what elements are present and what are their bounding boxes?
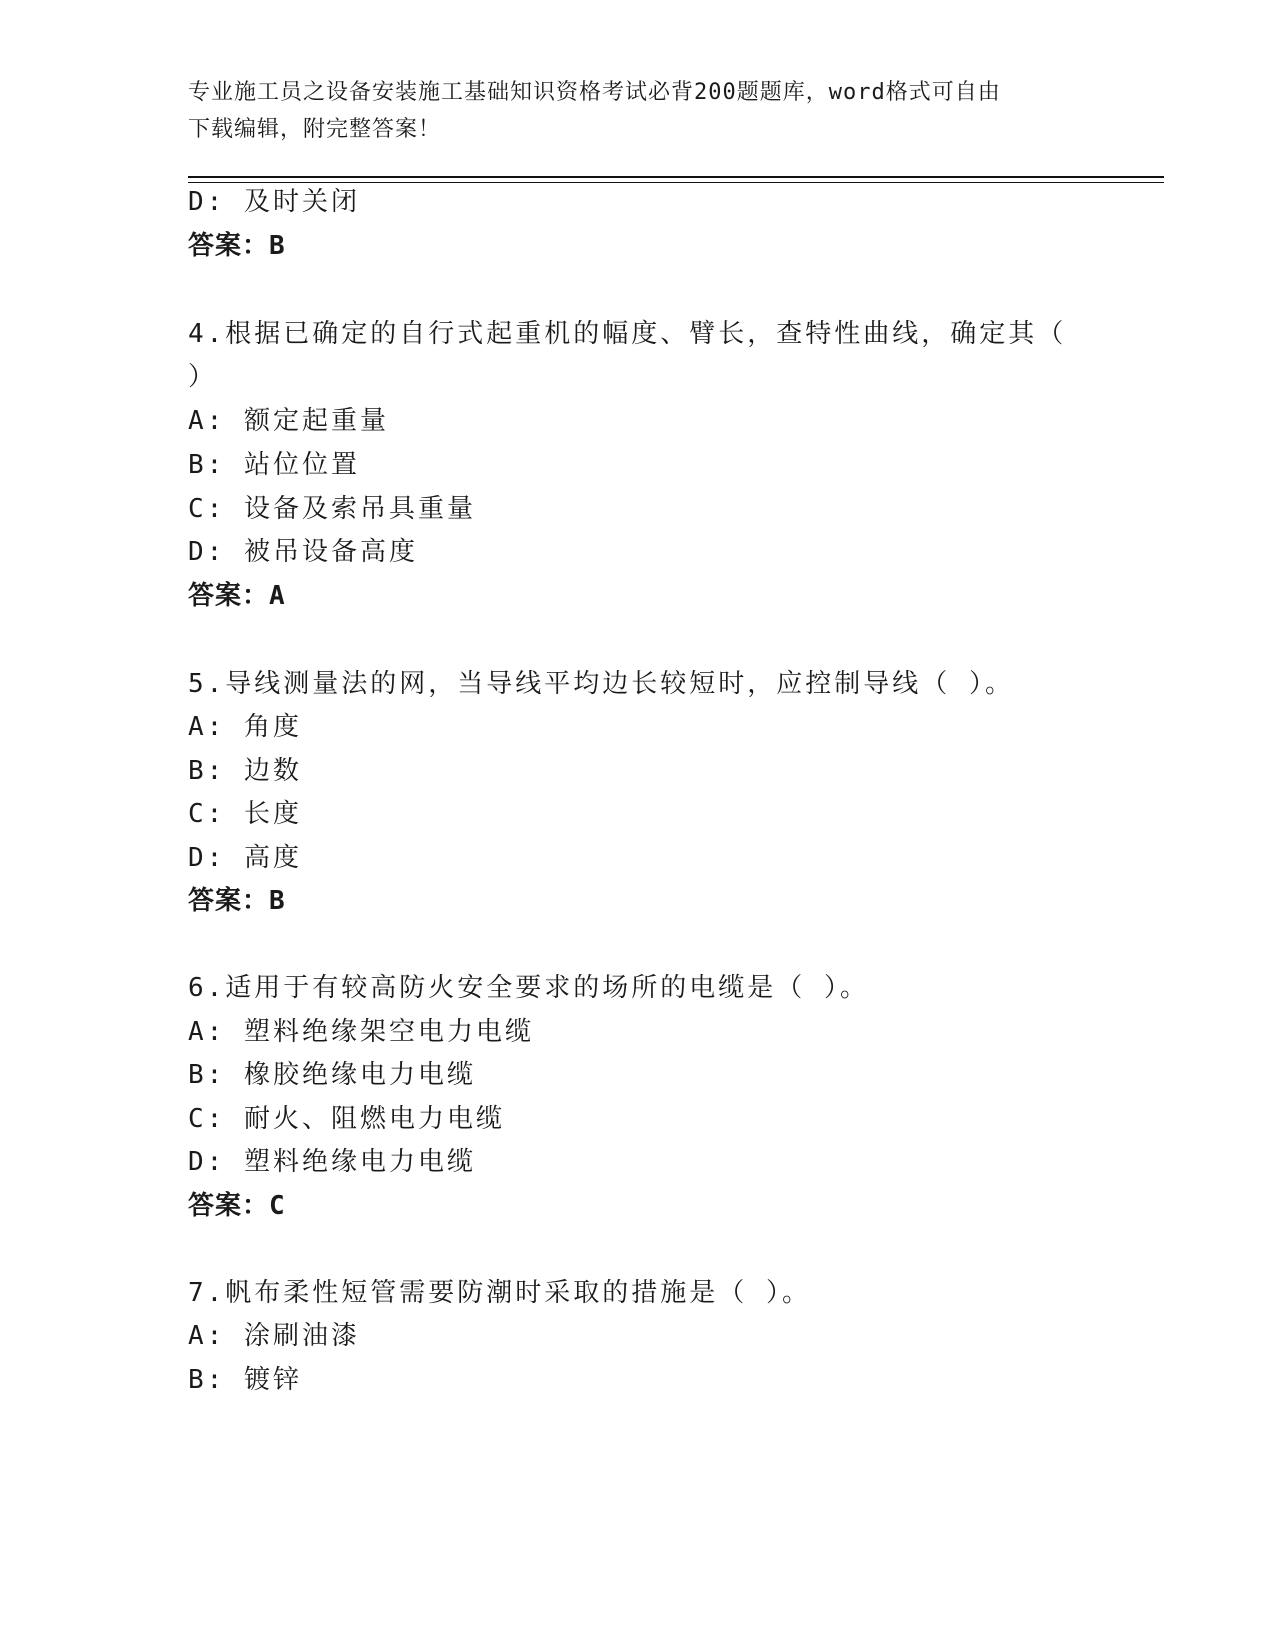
q5-answer: 答案：B [188,886,286,916]
q4-option-b: B: 站位位置 [188,450,360,480]
document-header [188,74,1068,148]
q4-answer: 答案：A [188,581,286,611]
q6-stem: 6.适用于有较高防火安全要求的场所的电缆是（ ）。 [188,973,869,1003]
q4-option-a: A: 额定起重量 [188,406,389,436]
q5-option-b: B: 边数 [188,756,302,786]
q6-option-d: D: 塑料绝缘电力电缆 [188,1147,476,1177]
header-divider-thin [188,182,1164,183]
q6-option-a: A: 塑料绝缘架空电力电缆 [188,1017,534,1047]
q6-answer: 答案：C [188,1191,286,1221]
q4-option-d: D: 被吊设备高度 [188,537,418,567]
q5-option-a: A: 角度 [188,712,302,742]
header-divider-thick [188,176,1164,178]
q3-option-d: D: 及时关闭 [188,187,360,217]
header-title-line-1: 专业施工员之设备安装施工基础知识资格考试必背200题题库，word格式可自由 [188,80,1001,105]
q5-stem: 5.导线测量法的网，当导线平均边长较短时，应控制导线（ ）。 [188,669,1014,699]
q5-option-c: C: 长度 [188,799,302,829]
q6-option-b: B: 橡胶绝缘电力电缆 [188,1060,476,1090]
q3-answer: 答案：B [188,231,286,261]
q7-stem: 7.帆布柔性短管需要防潮时采取的措施是（ ）。 [188,1278,811,1308]
q5-option-d: D: 高度 [188,843,302,873]
q4-option-c: C: 设备及索吊具重量 [188,494,476,524]
header-title-line-2: 下载编辑，附完整答案！ [188,117,442,142]
q4-stem-line-2: ） [188,362,218,392]
q4-stem-line-1: 4.根据已确定的自行式起重机的幅度、臂长，查特性曲线，确定其（ [188,319,1067,349]
q7-option-a: A: 涂刷油漆 [188,1321,360,1351]
q7-option-b: B: 镀锌 [188,1365,302,1395]
q6-option-c: C: 耐火、阻燃电力电缆 [188,1104,505,1134]
